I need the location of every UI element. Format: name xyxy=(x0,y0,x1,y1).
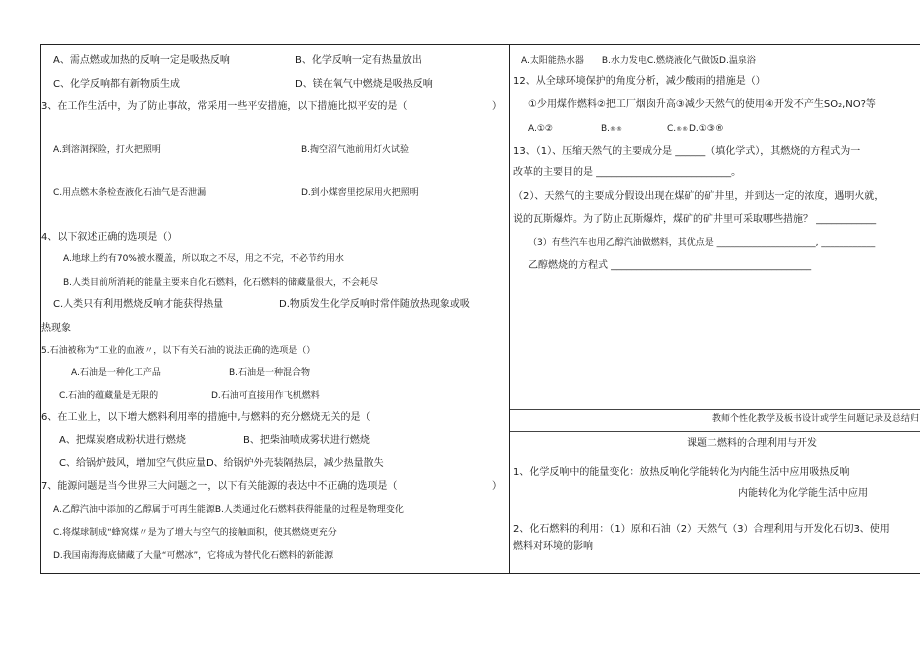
note-2-line-2: 燃料对环境的影响 xyxy=(513,541,593,552)
q13-line-3: （2）、天然气的主要成分假设出现在煤矿的矿井里，并到达一定的浓度，遇明火就， xyxy=(513,191,885,202)
q4-option-d: D.物质发生化学反响时常伴随放热现象或吸 xyxy=(279,299,470,310)
note-2-line-1: 2、化石燃料的利用：（1）原和石油（2）天然气（3）合理利用与开发化石切3、使用 xyxy=(513,524,890,535)
q12-option-b-label: B. xyxy=(601,124,611,134)
q7-stem: 7、能源问题是当今世界三大问题之一，以下有关能源的表达中不正确的选项是（ xyxy=(41,481,398,492)
teacher-section-header: 教师个性化教学及板书设计或学生问题记录及总结归 xyxy=(711,414,919,424)
q12-option-c xyxy=(667,122,688,137)
q6-option-a: A、把煤炭磨成粉状进行燃烧 xyxy=(59,435,186,446)
q7-close-paren: ） xyxy=(492,481,502,492)
q13-line-2: 改革的主要目的是 ___________________________。 xyxy=(513,167,742,178)
q13-line-4: 说的瓦斯爆炸。为了防止瓦斯爆炸，煤矿的矿井里可采取哪些措施？ ____________ xyxy=(513,214,877,225)
q6-stem: 6、在工业上，以下增大燃料利用率的措施中,与燃料的充分燃烧无关的是（ xyxy=(41,412,371,423)
q2-option-d: D、镁在氧气中燃烧是吸热反响 xyxy=(295,79,433,90)
q4-option-b: B.人类目前所消耗的能量主要来自化石燃料，化石燃料的储藏量很大，不会耗尽 xyxy=(63,278,379,288)
q7-option-c: C.将煤球制成“蜂窝煤〃是为了增大与空气的接触面积，使其燃烧更充分 xyxy=(53,528,337,538)
q12-option-c-glyphs: ®® xyxy=(676,126,689,133)
q3-stem: 3、在工作生活中，为了防止事故，常采用一些平安措施，以下措施比拟平安的是（ xyxy=(41,101,408,112)
q3-close-paren: ） xyxy=(492,101,502,112)
teacher-section-bottom-rule xyxy=(510,431,920,432)
q12-option-b xyxy=(601,122,622,137)
q12-option-a: A.①② xyxy=(528,124,553,134)
q4-option-c: C.人类只有利用燃烧反响才能获得热量 xyxy=(53,299,224,310)
q5-option-a: A.石油是一种化工产品 xyxy=(71,368,161,378)
note-1-line-2: 内能转化为化学能生活中应用 xyxy=(738,488,868,499)
q5-option-c: C.石油的蕴藏量是无限的 xyxy=(59,391,159,401)
q3-option-a: A.到溶洞探险，打火把照明 xyxy=(53,145,161,155)
q13-line-1: 13、（1）、压缩天然气的主要成分是 ______（填化学式），其燃烧的方程式为一 xyxy=(513,146,861,157)
teacher-section-top-rule xyxy=(510,409,920,410)
q2-option-a: A、需点燃或加热的反响一定是吸热反响 xyxy=(53,55,230,66)
q12-stem: 12、从全球环境保护的角度分析，减少酸雨的措施是（） xyxy=(513,76,766,87)
column-divider xyxy=(509,45,510,573)
q4-option-d-continued: 热现象 xyxy=(41,323,71,334)
q3-option-b: B.掏空沼气池前用灯火试验 xyxy=(301,145,410,155)
q13-line-5: （3）有些汽车也用乙醇汽油做燃料，其优点是 ______________________, ____________ xyxy=(528,238,876,248)
q5-option-b: B.石油是一种混合物 xyxy=(229,368,311,378)
q6-option-cd: C、给锅炉鼓风，增加空气供应量D、给锅炉外壳装隔热层，减少热量散失 xyxy=(59,458,384,469)
topic-title: 课题二燃料的合理利用与开发 xyxy=(687,438,817,449)
q12-option-d: D.①③® xyxy=(689,124,724,134)
q6-option-b: B、把柴油喷成雾状进行燃烧 xyxy=(243,435,370,446)
q2-option-c: C、化学反响都有新物质生成 xyxy=(53,79,180,90)
q12-option-b-glyphs: ®® xyxy=(610,126,623,133)
note-1-line-1: 1、化学反响中的能量变化：放热反响化学能转化为内能生活中应用吸热反响 xyxy=(513,467,850,478)
q12-option-c-label: C. xyxy=(667,124,677,134)
q4-stem: 4、以下叙述正确的选项是（） xyxy=(41,232,178,243)
q11-options: A.太阳能热水器 B.水力发电C.燃烧液化气做饭D.温泉浴 xyxy=(521,56,756,66)
q3-option-d: D.到小煤窖里挖尿用火把照明 xyxy=(301,188,419,198)
worksheet-sheet xyxy=(40,44,920,574)
q12-list: ①少用煤作燃料②把工厂烟囱升高③减少天然气的使用④开发不产生SO₂,NO?等 xyxy=(528,99,876,110)
q5-stem: 5.石油被称为“工业的血液〃，以下有关石油的说法正确的选项是（） xyxy=(41,346,316,356)
q5-option-d: D.石油可直接用作飞机燃料 xyxy=(211,391,320,401)
q7-option-d: D.我国南海海底储藏了大量“可燃冰”，它将成为替代化石燃料的新能源 xyxy=(53,551,334,561)
q7-option-ab: A.乙醇汽油中添加的乙醇属于可再生能源B.人类通过化石燃料获得能量的过程是物理变化 xyxy=(53,505,404,515)
q13-line-6: 乙醇燃烧的方程式 ________________________________________ xyxy=(528,260,812,271)
q2-option-b: B、化学反响一定有热量放出 xyxy=(295,55,422,66)
q4-option-a: A.地球上约有70%被水覆盖，所以取之不尽，用之不完，不必节约用水 xyxy=(63,254,344,264)
q3-option-c: C.用点燃木条检查液化石油气是否泄漏 xyxy=(53,188,207,198)
